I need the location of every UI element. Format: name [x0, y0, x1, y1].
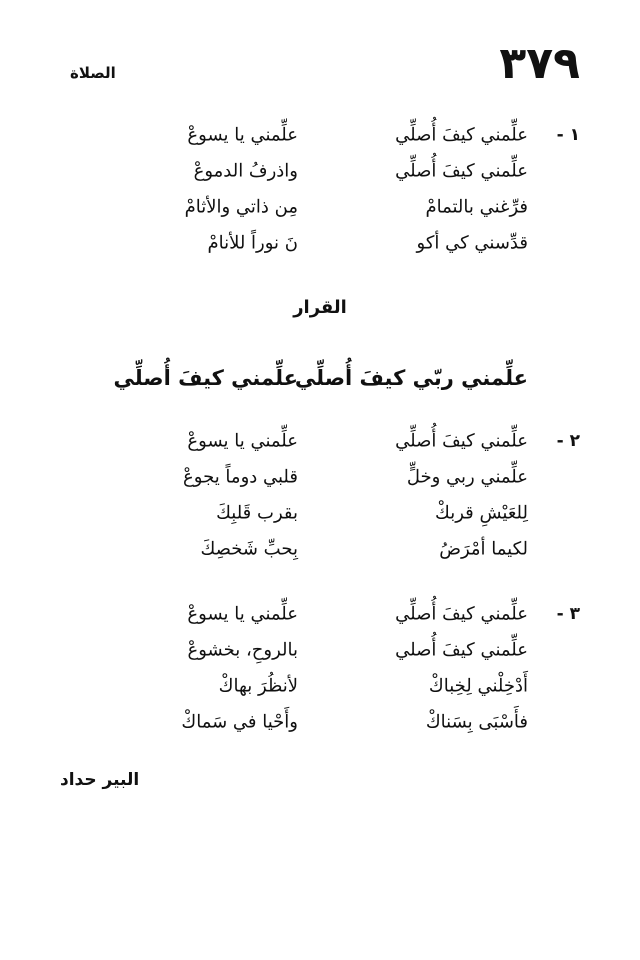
verse-left: علِّمني يا يسوعْ [187, 603, 298, 625]
stanza-1 [60, 117, 580, 261]
refrain-title: القرار [293, 297, 347, 318]
verse-left: بقرب قَلبِكَ [216, 502, 298, 524]
verse-left: قلبي دوماً يجوعْ [183, 466, 298, 488]
stanza-number: ١ - [556, 125, 580, 145]
verse-left: واذرفُ الدموعْ [193, 160, 298, 182]
verse-right: علِّمني كيفَ أُصلِّي [395, 160, 528, 182]
author-name: البير حداد [60, 770, 140, 790]
verse-left: وأَحْيا في سَماكْ [181, 711, 298, 733]
stanza-2 [60, 423, 580, 567]
stanza-number: ٣ - [556, 604, 580, 624]
refrain-right: علِّمني ربّي كيفَ أُصلِّي [294, 366, 528, 390]
stanza-line [60, 704, 580, 740]
verse-right: علِّمني كيفَ أُصلِّي [395, 430, 528, 452]
stanza-line [60, 117, 580, 153]
stanza-line [60, 459, 580, 495]
page-number: ٣٧٩ [499, 38, 580, 89]
verse-right: علِّمني ربي وخلٍّ [406, 466, 528, 488]
stanza-number: ٢ - [556, 431, 580, 451]
refrain [60, 358, 580, 398]
verse-right: أَدْخِلْني لِخِباكْ [428, 675, 528, 697]
verse-left: بالروحِ، بخشوعْ [187, 639, 298, 661]
stanza-line [60, 153, 580, 189]
stanza-line [60, 668, 580, 704]
verse-left: لأنظُرَ بهاكْ [218, 675, 298, 697]
section-title: الصلاة [70, 64, 116, 82]
refrain-left: علِّمني كيفَ أُصلِّي [113, 366, 298, 390]
stanza-line [60, 632, 580, 668]
verse-right: علِّمني كيفَ أُصلِّي [395, 124, 528, 146]
verse-right: علِّمني كيفَ أُصلِّي [395, 603, 528, 625]
verse-left: علِّمني يا يسوعْ [187, 124, 298, 146]
stanza-3 [60, 596, 580, 740]
verse-right: فرِّغني بالتمامْ [425, 196, 528, 218]
stanza-line [60, 225, 580, 261]
stanza-line [60, 423, 580, 459]
stanza-line [60, 531, 580, 567]
verse-right: لِلعَيْشِ قربكْ [435, 502, 528, 524]
verse-left: بِحبِّ شَخصِكَ [200, 538, 298, 560]
verse-right: قدِّسني كي أكو [416, 232, 528, 254]
verse-left: نَ نوراً للأنامْ [207, 232, 298, 254]
verse-left: مِن ذاتي والأثامْ [184, 196, 298, 218]
stanza-line [60, 189, 580, 225]
stanza-line [60, 596, 580, 632]
verse-right: فأَسْبَى بِسَناكْ [425, 711, 528, 733]
stanza-line [60, 495, 580, 531]
verse-right: لكيما أمْرَضُ [439, 538, 528, 560]
verse-left: علِّمني يا يسوعْ [187, 430, 298, 452]
verse-right: علِّمني كيفَ أُصلي [395, 639, 528, 661]
